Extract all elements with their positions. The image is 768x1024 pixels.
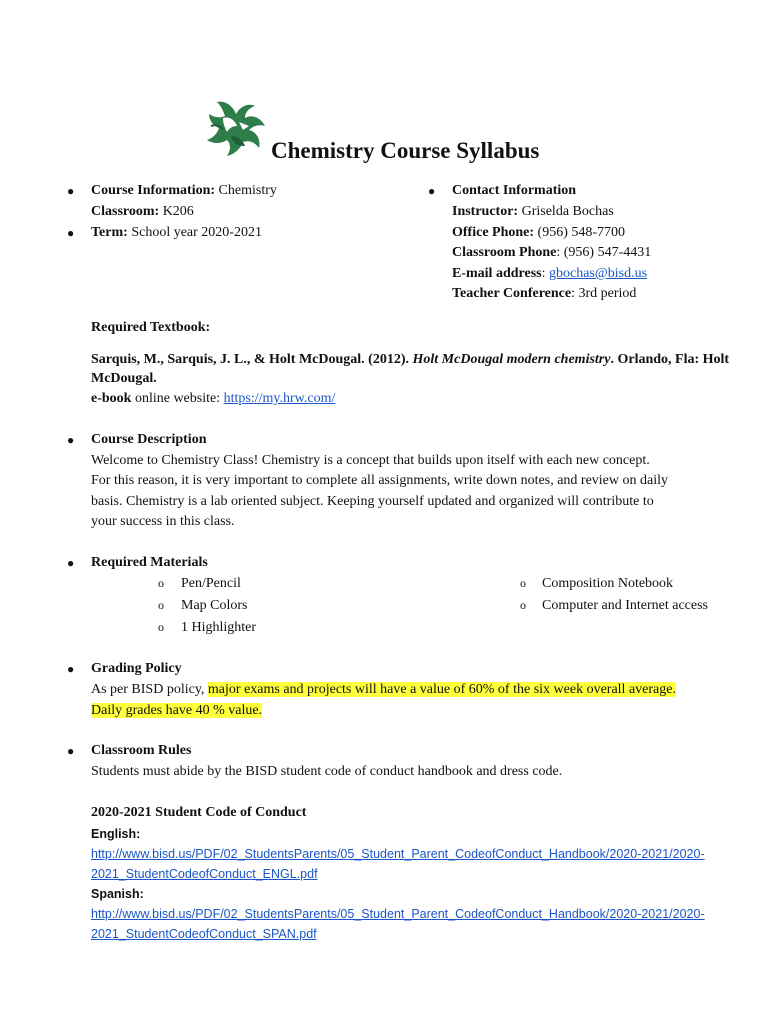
material-item: Computer and Internet access [542, 598, 708, 613]
sub-bullet-icon: o [158, 620, 164, 634]
rules-text: Students must abide by the BISD student code of conduct handbook and dress code. [91, 764, 563, 779]
english-label: English: [91, 827, 141, 841]
textbook-heading: Required Textbook: [91, 320, 211, 335]
ebook-label: e-book [91, 391, 132, 406]
contact-heading: Contact Information [452, 183, 577, 198]
description-line: basis. Chemistry is a lab oriented subject. Keeping yourself updated and organized will contribute to [91, 494, 654, 509]
sub-bullet-icon: o [158, 598, 164, 612]
bullet-icon: ● [67, 744, 75, 758]
description-line: For this reason, it is very important to complete all assignments, write down notes, and review on daily [91, 473, 669, 488]
conduct-heading: 2020-2021 Student Code of Conduct [91, 805, 307, 820]
term-value: School year 2020-2021 [127, 225, 262, 240]
email-link[interactable]: gbochas@bisd.us [548, 266, 648, 281]
english-link-line2[interactable]: 2021_StudentCodeofConduct_ENGL.pdf [91, 867, 318, 881]
bullet-icon: ● [67, 662, 75, 676]
grading-line2 [91, 701, 262, 721]
viking-mascot-icon [203, 96, 273, 162]
material-item: Composition Notebook [542, 576, 674, 591]
instructor-info [452, 202, 614, 222]
spanish-link-line2[interactable]: 2021_StudentCodeofConduct_SPAN.pdf [91, 927, 317, 941]
term-label: Term: [91, 225, 128, 240]
classroom-label: Classroom: [91, 204, 160, 219]
grading-highlight: major exams and projects will have a value of 60% of the six week overall average. [207, 682, 676, 697]
citation-line2: McDougal. [91, 371, 157, 386]
course-value: Chemistry [215, 183, 277, 198]
classroom-info [91, 202, 194, 222]
citation-part2: . Orlando, Fla: Holt [610, 352, 730, 367]
grading-highlight: Daily grades have 40 % value. [91, 703, 263, 718]
rules-heading: Classroom Rules [91, 743, 192, 758]
page-title: Chemistry Course Syllabus [271, 138, 540, 163]
instructor-label: Instructor: [452, 204, 519, 219]
spanish-label: Spanish: [91, 887, 144, 901]
sub-bullet-icon: o [158, 576, 164, 590]
email-label: E-mail address [452, 266, 542, 281]
grading-heading: Grading Policy [91, 661, 182, 676]
grading-plain: As per BISD policy, [91, 682, 208, 697]
classroom-phone-info [452, 243, 651, 263]
sub-bullet-icon: o [520, 598, 526, 612]
materials-heading: Required Materials [91, 555, 208, 570]
ebook-info [91, 389, 335, 409]
course-information [91, 181, 277, 201]
conference-label: Teacher Conference [452, 286, 572, 301]
email-info [452, 264, 647, 284]
instructor-value: Griselda Bochas [518, 204, 614, 219]
description-line: your success in this class. [91, 514, 235, 529]
material-item: 1 Highlighter [181, 620, 257, 635]
citation-part1: Sarquis, M., Sarquis, J. L., & Holt McDougal. (2012). [91, 352, 413, 367]
classroom-value: K206 [159, 204, 194, 219]
classroom-phone-label: Classroom Phone [452, 245, 557, 260]
grading-line1 [91, 680, 676, 700]
school-logo [203, 96, 273, 162]
description-heading: Course Description [91, 432, 207, 447]
ebook-link[interactable]: https://my.hrw.com/ [223, 391, 336, 406]
conference-info [452, 284, 636, 304]
term-info [91, 223, 262, 243]
conference-value: : 3rd period [571, 286, 637, 301]
citation-title: Holt McDougal modern chemistry [412, 352, 611, 367]
textbook-citation [91, 350, 729, 370]
description-line: Welcome to Chemistry Class! Chemistry is a concept that builds upon itself with each new concept. [91, 453, 650, 468]
spanish-link-cont[interactable] [91, 924, 317, 944]
material-item: Map Colors [181, 598, 248, 613]
english-link[interactable] [91, 844, 705, 864]
bullet-icon: ● [67, 184, 75, 198]
bullet-icon: ● [428, 184, 436, 198]
course-label: Course Information: [91, 183, 216, 198]
office-phone-value: (956) 548-7700 [534, 225, 626, 240]
sub-bullet-icon: o [520, 576, 526, 590]
english-link-line1[interactable]: http://www.bisd.us/PDF/02_StudentsParents/05_Student_Parent_CodeofConduct_Handbook/2020-2021/2020- [91, 847, 705, 861]
office-phone-info [452, 223, 625, 243]
bullet-icon: ● [67, 226, 75, 240]
bullet-icon: ● [67, 433, 75, 447]
bullet-icon: ● [67, 556, 75, 570]
email-sep: : [541, 266, 549, 281]
material-item: Pen/Pencil [181, 576, 241, 591]
spanish-link[interactable] [91, 904, 705, 924]
spanish-link-line1[interactable]: http://www.bisd.us/PDF/02_StudentsParents/05_Student_Parent_CodeofConduct_Handbook/2020-2021/2020- [91, 907, 705, 921]
classroom-phone-value: : (956) 547-4431 [556, 245, 652, 260]
ebook-text: online website: [131, 391, 224, 406]
office-phone-label: Office Phone: [452, 225, 535, 240]
english-link-cont[interactable] [91, 864, 318, 884]
